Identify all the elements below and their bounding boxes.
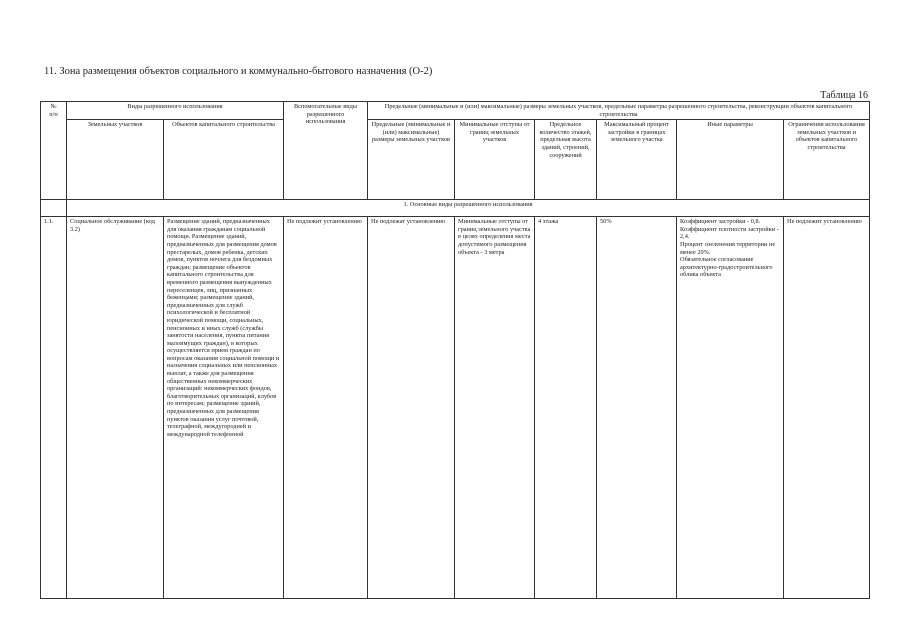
row-plot-sizes: Не подлежат установлению (368, 217, 455, 599)
row-restrictions: Не подлежит установлению (784, 217, 870, 599)
header-auxiliary: Вспомогательные виды разрешенного использования (284, 102, 368, 200)
row-max-floors: 4 этажа (535, 217, 597, 599)
table-row (41, 217, 870, 599)
header-plot-sizes: Предельные (минимальные и (или) максимальные) размеры земельных участков (368, 120, 455, 200)
header-land-plots: Земельных участков (67, 120, 164, 200)
row-auxiliary: Не подлежит установлению (284, 217, 368, 599)
permitted-use-table (40, 101, 870, 599)
row-num: 1.1. (41, 217, 67, 599)
header-permitted-uses: Виды разрешенного использования (67, 102, 284, 120)
row-other-params: Коэффициент застройки - 0,8. Коэффициент плотности застройки - 2,4. Процент озеленения территории не менее 20%. Обязательное согласование архитектурно-градостроительного облика объекта (677, 217, 784, 599)
header-num: № п/п (41, 102, 67, 200)
header-cap-objects: Объектов капитального строительства (164, 120, 284, 200)
section-title: 11. Зона размещения объектов социального и коммунально-бытового назначения (О-2) (44, 66, 433, 77)
row-max-coverage: 50% (597, 217, 677, 599)
header-max-coverage: Максимальный процент застройки в границах земельного участка (597, 120, 677, 200)
header-row-1 (41, 102, 870, 120)
header-limits: Предельные (минимальные и (или) максимальные) размеры земельных участков, предельные параметры разрешенного строительства, реконструкции объектов капитального строительства (368, 102, 870, 120)
row-land-plot: Социальное обслуживание (код 3.2) (67, 217, 164, 599)
group-row-spacer (41, 200, 67, 217)
table-number: Таблица 16 (820, 90, 868, 101)
row-cap-object: Размещение зданий, предназначенных для оказания гражданам социальной помощи. Размещение зданий, предназначенных для размещения домов престарелых, домов ребенка, детских домов, пунктов ночлега для бездомных граждан; размещение объектов капитального строительства для временного размещения вынужденных переселенцев, лиц, признанных беженцами; размещение зданий, предназначенных для служб психологической и бесплатной юридической помощи, социальных, пенсионных и иных служб (службы занятости населения, пункты питания малоимущих граждан), в которых осуществляется прием граждан по вопросам оказания социальной помощи и назначения социальных или пенсионных выплат, а также для размещения общественных некоммерческих организаций: некоммерческих фондов, благотворительных организаций, клубов по интересам; размещение зданий, предназначенных для размещения пунктов оказания услуг почтовой, телеграфной, междугородней и международной телефонной (164, 217, 284, 599)
header-row-2 (41, 120, 870, 200)
group-row-title: 1. Основные виды разрешенного использования (67, 200, 870, 217)
header-restrictions: Ограничения использования земельных участков и объектов капитального строительства (784, 120, 870, 200)
header-max-floors: Предельное количество этажей, предельная высота зданий, строений, сооружений (535, 120, 597, 200)
header-min-setbacks: Минимальные отступы от границ земельных участков (455, 120, 535, 200)
group-row (41, 200, 870, 217)
row-min-setbacks: Минимальные отступы от границ земельного участка в целях определения места допустимого размещения объекта - 3 метра (455, 217, 535, 599)
header-other-params: Иные параметры (677, 120, 784, 200)
